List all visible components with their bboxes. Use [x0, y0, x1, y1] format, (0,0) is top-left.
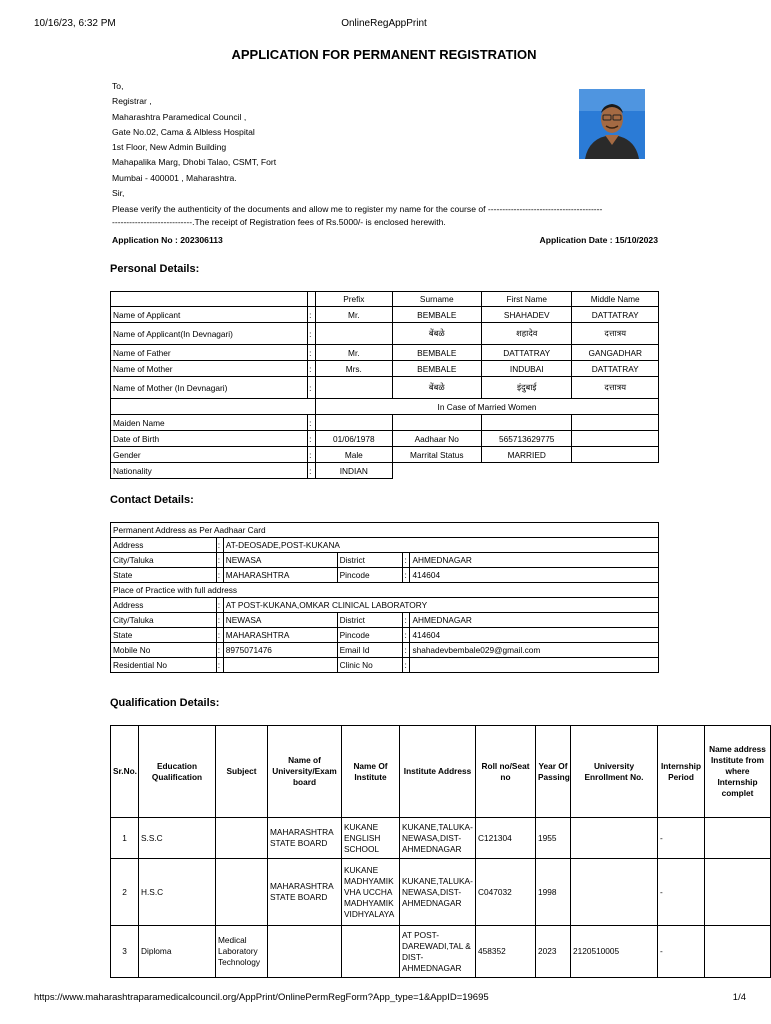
applicant-photo: [579, 89, 645, 159]
married-note: In Case of Married Women: [316, 399, 659, 415]
row-label: Name of Mother: [111, 361, 308, 377]
nationality-value: INDIAN: [316, 463, 392, 479]
print-page-number: 1/4: [732, 992, 746, 1003]
table-row: 2 H.S.C MAHARASHTRA STATE BOARD KUKANE MADHYAMIK VHA UCCHA MADHYAMIK VIDHYALAYA KUKANE,TALUKA-NEWASA,DIST-AHMEDNAGAR C047032 1998 -: [111, 859, 771, 926]
address-line: To,: [112, 81, 124, 91]
table-row: Name of Applicant(In Devnagari) : बेंबळे शहादेव दत्तात्रय: [111, 323, 659, 345]
address-line: Mumbai - 400001 , Maharashtra.: [112, 172, 237, 183]
table-row: 1 S.S.C MAHARASHTRA STATE BOARD KUKANE ENGLISH SCHOOL KUKANE,TALUKA-NEWASA,DIST-AHMEDNAGAR C121304 1955 -: [111, 818, 771, 859]
table-row: Name of Applicant : Mr. BEMBALE SHAHADEV DATTATRAY: [111, 307, 659, 323]
address-line: Please verify the authenticity of the documents and allow me to register my name for the course of ----------------------------------------: [112, 204, 603, 215]
contact-details-table: Permanent Address as Per Aadhaar Card Address : AT-DEOSADE,POST-KUKANA City/Taluka : NEWASA District : AHMEDNAGAR State : MAHARASHTRA Pincode : 414604 Place of Practice with full address Address : AT POST-KUKANA,OMKAR CLINICAL LABORATORY City/Taluka : NEWASA District : AHMEDNAGAR State : MAHARASHTRA Pincode : 414604 Mobile No : 8975071476 Email Id : shahadevbembale029@gmail.com Residential No : Clinic No :: [110, 522, 659, 673]
email-value: shahadevbembale029@gmail.com: [410, 643, 659, 658]
address-block: [112, 79, 657, 229]
application-date: Application Date : 15/10/2023: [539, 235, 658, 245]
header-prefix: Prefix: [316, 292, 392, 307]
table-row: Date of Birth : 01/06/1978 Aadhaar No 565713629775: [111, 431, 659, 447]
row-label: Name of Mother (In Devnagari): [111, 377, 308, 399]
table-row: Name of Mother : Mrs. BEMBALE INDUBAI DATTATRAY: [111, 361, 659, 377]
header-middle-name: Middle Name: [572, 292, 659, 307]
married-note-row: [111, 399, 659, 415]
gender-value: Male: [316, 447, 392, 463]
address-line: Mahapalika Marg, Dhobi Talao, CSMT, Fort: [112, 157, 277, 168]
address-line: Gate No.02, Cama & Albless Hospital: [112, 126, 255, 137]
marital-value: MARRIED: [482, 447, 572, 463]
print-header: [34, 18, 734, 32]
qualification-table: [110, 725, 771, 978]
permanent-address-title: Permanent Address as Per Aadhaar Card: [111, 523, 659, 538]
row-label: Name of Applicant(In Devnagari): [111, 323, 308, 345]
print-datetime: 10/16/23, 6:32 PM: [34, 18, 116, 29]
mobile-value: 8975071476: [223, 643, 337, 658]
section-personal-title: Personal Details:: [110, 263, 200, 275]
print-footer: [34, 992, 746, 1003]
practice-address-value: AT POST-KUKANA,OMKAR CLINICAL LABORATORY: [223, 598, 658, 613]
address-line: Registrar ,: [112, 96, 152, 107]
section-qualification-title: Qualification Details:: [110, 697, 220, 709]
address-line: Maharashtra Paramedical Council ,: [112, 111, 247, 122]
table-row: Name of Mother (In Devnagari) : बेंबळे इंदुबाई दत्तात्रय: [111, 377, 659, 399]
table-row: Maiden Name :: [111, 415, 659, 431]
table-row: 3 Diploma Medical Laboratory Technology AT POST-DAREWADI,TAL & DIST-AHMEDNAGAR 458352 2023 2120510005 -: [111, 926, 771, 978]
permanent-address-value: AT-DEOSADE,POST-KUKANA: [223, 538, 658, 553]
aadhaar-value: 565713629775: [482, 431, 572, 447]
address-line: 1st Floor, New Admin Building: [112, 142, 227, 153]
section-contact-title: Contact Details:: [110, 494, 194, 506]
practice-address-title: Place of Practice with full address: [111, 583, 659, 598]
print-doc-title: OnlineRegAppPrint: [341, 18, 427, 29]
header-first-name: First Name: [482, 292, 572, 307]
page-title: APPLICATION FOR PERMANENT REGISTRATION: [231, 47, 537, 62]
application-number: Application No : 202306113: [112, 235, 223, 245]
row-label: Name of Father: [111, 345, 308, 361]
address-line: Sir,: [112, 188, 125, 199]
table-row: Name of Father : Mr. BEMBALE DATTATRAY GANGADHAR: [111, 345, 659, 361]
qualification-table-wrap: [110, 725, 766, 980]
table-row: Gender : Male Marrital Status MARRIED: [111, 447, 659, 463]
row-label: Name of Applicant: [111, 307, 308, 323]
dob-value: 01/06/1978: [316, 431, 392, 447]
header-surname: Surname: [392, 292, 481, 307]
address-line: ----------------------------.The receipt of Registration fees of Rs.5000/- is enclosed herewith.: [112, 217, 446, 228]
table-header-row: Sr.No. Education Qualification Subject Name of University/Exam board Name Of Institute Institute Address Roll no/Seat no Year Of Passing University Enrollment No. Internship Period Name address Institute from where Internship complet: [111, 726, 771, 818]
table-header-row: [111, 292, 659, 307]
print-url: https://www.maharashtraparamedicalcouncil.org/AppPrint/OnlinePermRegForm?App_type=1&AppID=19695: [34, 992, 489, 1003]
personal-details-table: [110, 291, 659, 479]
table-row: Nationality : INDIAN: [111, 463, 659, 479]
